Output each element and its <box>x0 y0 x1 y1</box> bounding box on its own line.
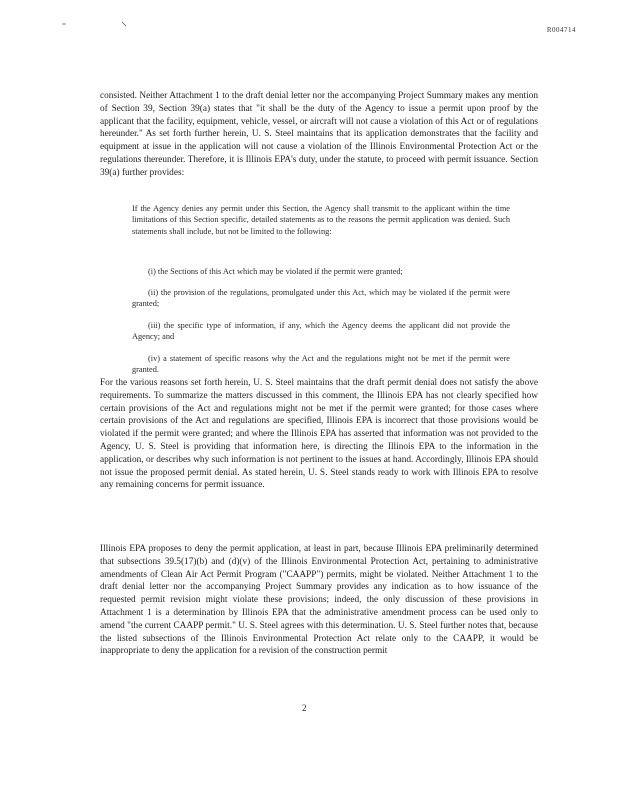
quote-item: (iii) the specific type of information, if any, which the Agency deems the applicant did not provide the Agency; and <box>132 321 510 342</box>
paragraph-1: consisted. Neither Attachment 1 to the draft denial letter nor the accompanying Project Summary makes any mention of Section 39, Section 39(a) states that "it shall be the duty of the Agency to issue a permit upon proof by the applicant that the facility, equipment, vehicle, vessel, or aircraft will not cause a violation of this Act or of regulations hereunder." As set forth further herein, U. S. Steel maintains that its application demonstrates that the facility and equipment at issue in the application will not cause a violation of the Illinois Environmental Protection Act or the regulations thereunder. Therefore, it is Illinois EPA's duty, under the statute, to proceed with permit issuance. Section 39(a) further provides: <box>100 91 538 178</box>
document-id: R004714 <box>546 26 576 34</box>
page-number: 2 <box>302 703 307 713</box>
scan-marks <box>60 18 140 30</box>
paragraph-3: Illinois EPA proposes to deny the permit application, at least in part, because Illinois EPA preliminarily determined that subsections 39.5(17)(b) and (d)(v) of the Illinois Environmental Protection Act, pertaining to administrative amendments of Clean Air Act Permit Program ("CAAPP") permits, might be violated. Neither Attachment 1 to the draft denial letter nor the accompanying Project Summary provides any indication as to how issuance of the requested permit revision might violate these provisions; indeed, the only discussion of these provisions in Attachment 1 is a determination by Illinois EPA that the administrative amendment process can be used only to amend "the current CAAPP permit." U. S. Steel agrees with this determination. U. S. Steel further notes that, because the listed subsections of the Illinois Environmental Protection Act relate only to the CAAPP, it would be inappropriate to deny the application for a revision of the construction permit <box>100 544 538 657</box>
quote-item: (ii) the provision of the regulations, promulgated under this Act, which may be violated if the permit were granted; <box>132 288 510 309</box>
paragraph-2: For the various reasons set forth herein, U. S. Steel maintains that the draft permit denial does not satisfy the above requirements. To summarize the matters discussed in this comment, the Illinois EPA has not clearly specified how certain provisions of the Act and regulations might not be met if the permit were granted; for those cases where certain provisions of the Act and regulations are specified, Illinois EPA is incorrect that those provisions would be violated if the permit were granted; and where the Illinois EPA has asserted that information was not provided to the Agency, U. S. Steel is providing that information here, is directing the Illinois EPA to the information in the application, or describes why such information is not pertinent to the issues at hand. Accordingly, Illinois EPA should not issue the proposed permit denial. As stated herein, U. S. Steel stands ready to work with Illinois EPA to resolve any remaining concerns for permit issuance. <box>100 378 538 491</box>
quote-item: (i) the Sections of this Act which may be violated if the permit were granted; <box>148 267 403 276</box>
quote-item: (iv) a statement of specific reasons why the Act and the regulations might not be met if the permit were granted. <box>132 354 510 375</box>
quote-intro: If the Agency denies any permit under this Section, the Agency shall transmit to the applicant within the time limitations of this Section specific, detailed statements as to the reasons the permit application was denied. Such statements shall include, but not be limited to the following: <box>132 204 510 236</box>
